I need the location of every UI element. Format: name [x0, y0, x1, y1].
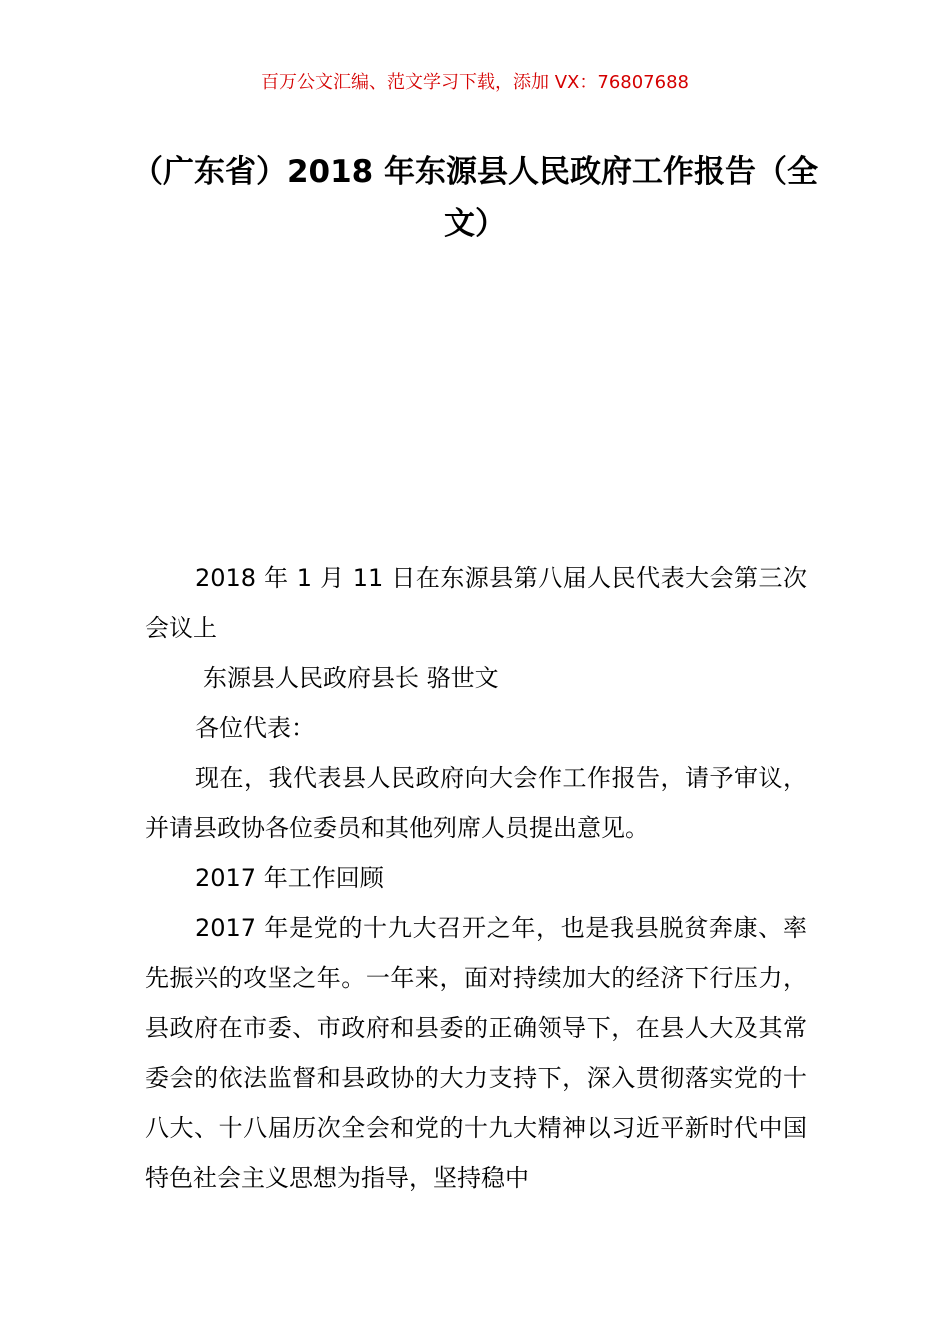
meeting-info-paragraph: 2018 年 1 月 11 日在东源县第八届人民代表大会第三次会议上: [145, 564, 807, 642]
review-paragraph: 2017 年是党的十九大召开之年，也是我县脱贫奔康、率先振兴的攻坚之年。一年来，面对持续加大的经济下行压力，县政府在市委、市政府和县委的正确领导下，在县人大及其常委会的依法监督和县政协的大力支持下，深入贯彻落实党的十八大、十八届历次全会和党的十九大精神以习近平新时代中国特色社会主义思想为指导，坚持稳中: [145, 914, 807, 1192]
salutation: 各位代表：: [195, 714, 315, 742]
document-title: （广东省）2018 年东源县人民政府工作报告（全文）: [131, 154, 819, 242]
section-heading: 2017 年工作回顾: [195, 864, 384, 892]
speaker-line: 东源县人民政府县长 骆世文: [203, 664, 499, 692]
document-body: [145, 553, 807, 1203]
intro-paragraph: 现在，我代表县人民政府向大会作工作报告，请予审议，并请县政协各位委员和其他列席人员提出意见。: [145, 764, 807, 842]
header-watermark-note: 百万公文汇编、范文学习下载，添加 VX：76807688: [261, 72, 689, 93]
